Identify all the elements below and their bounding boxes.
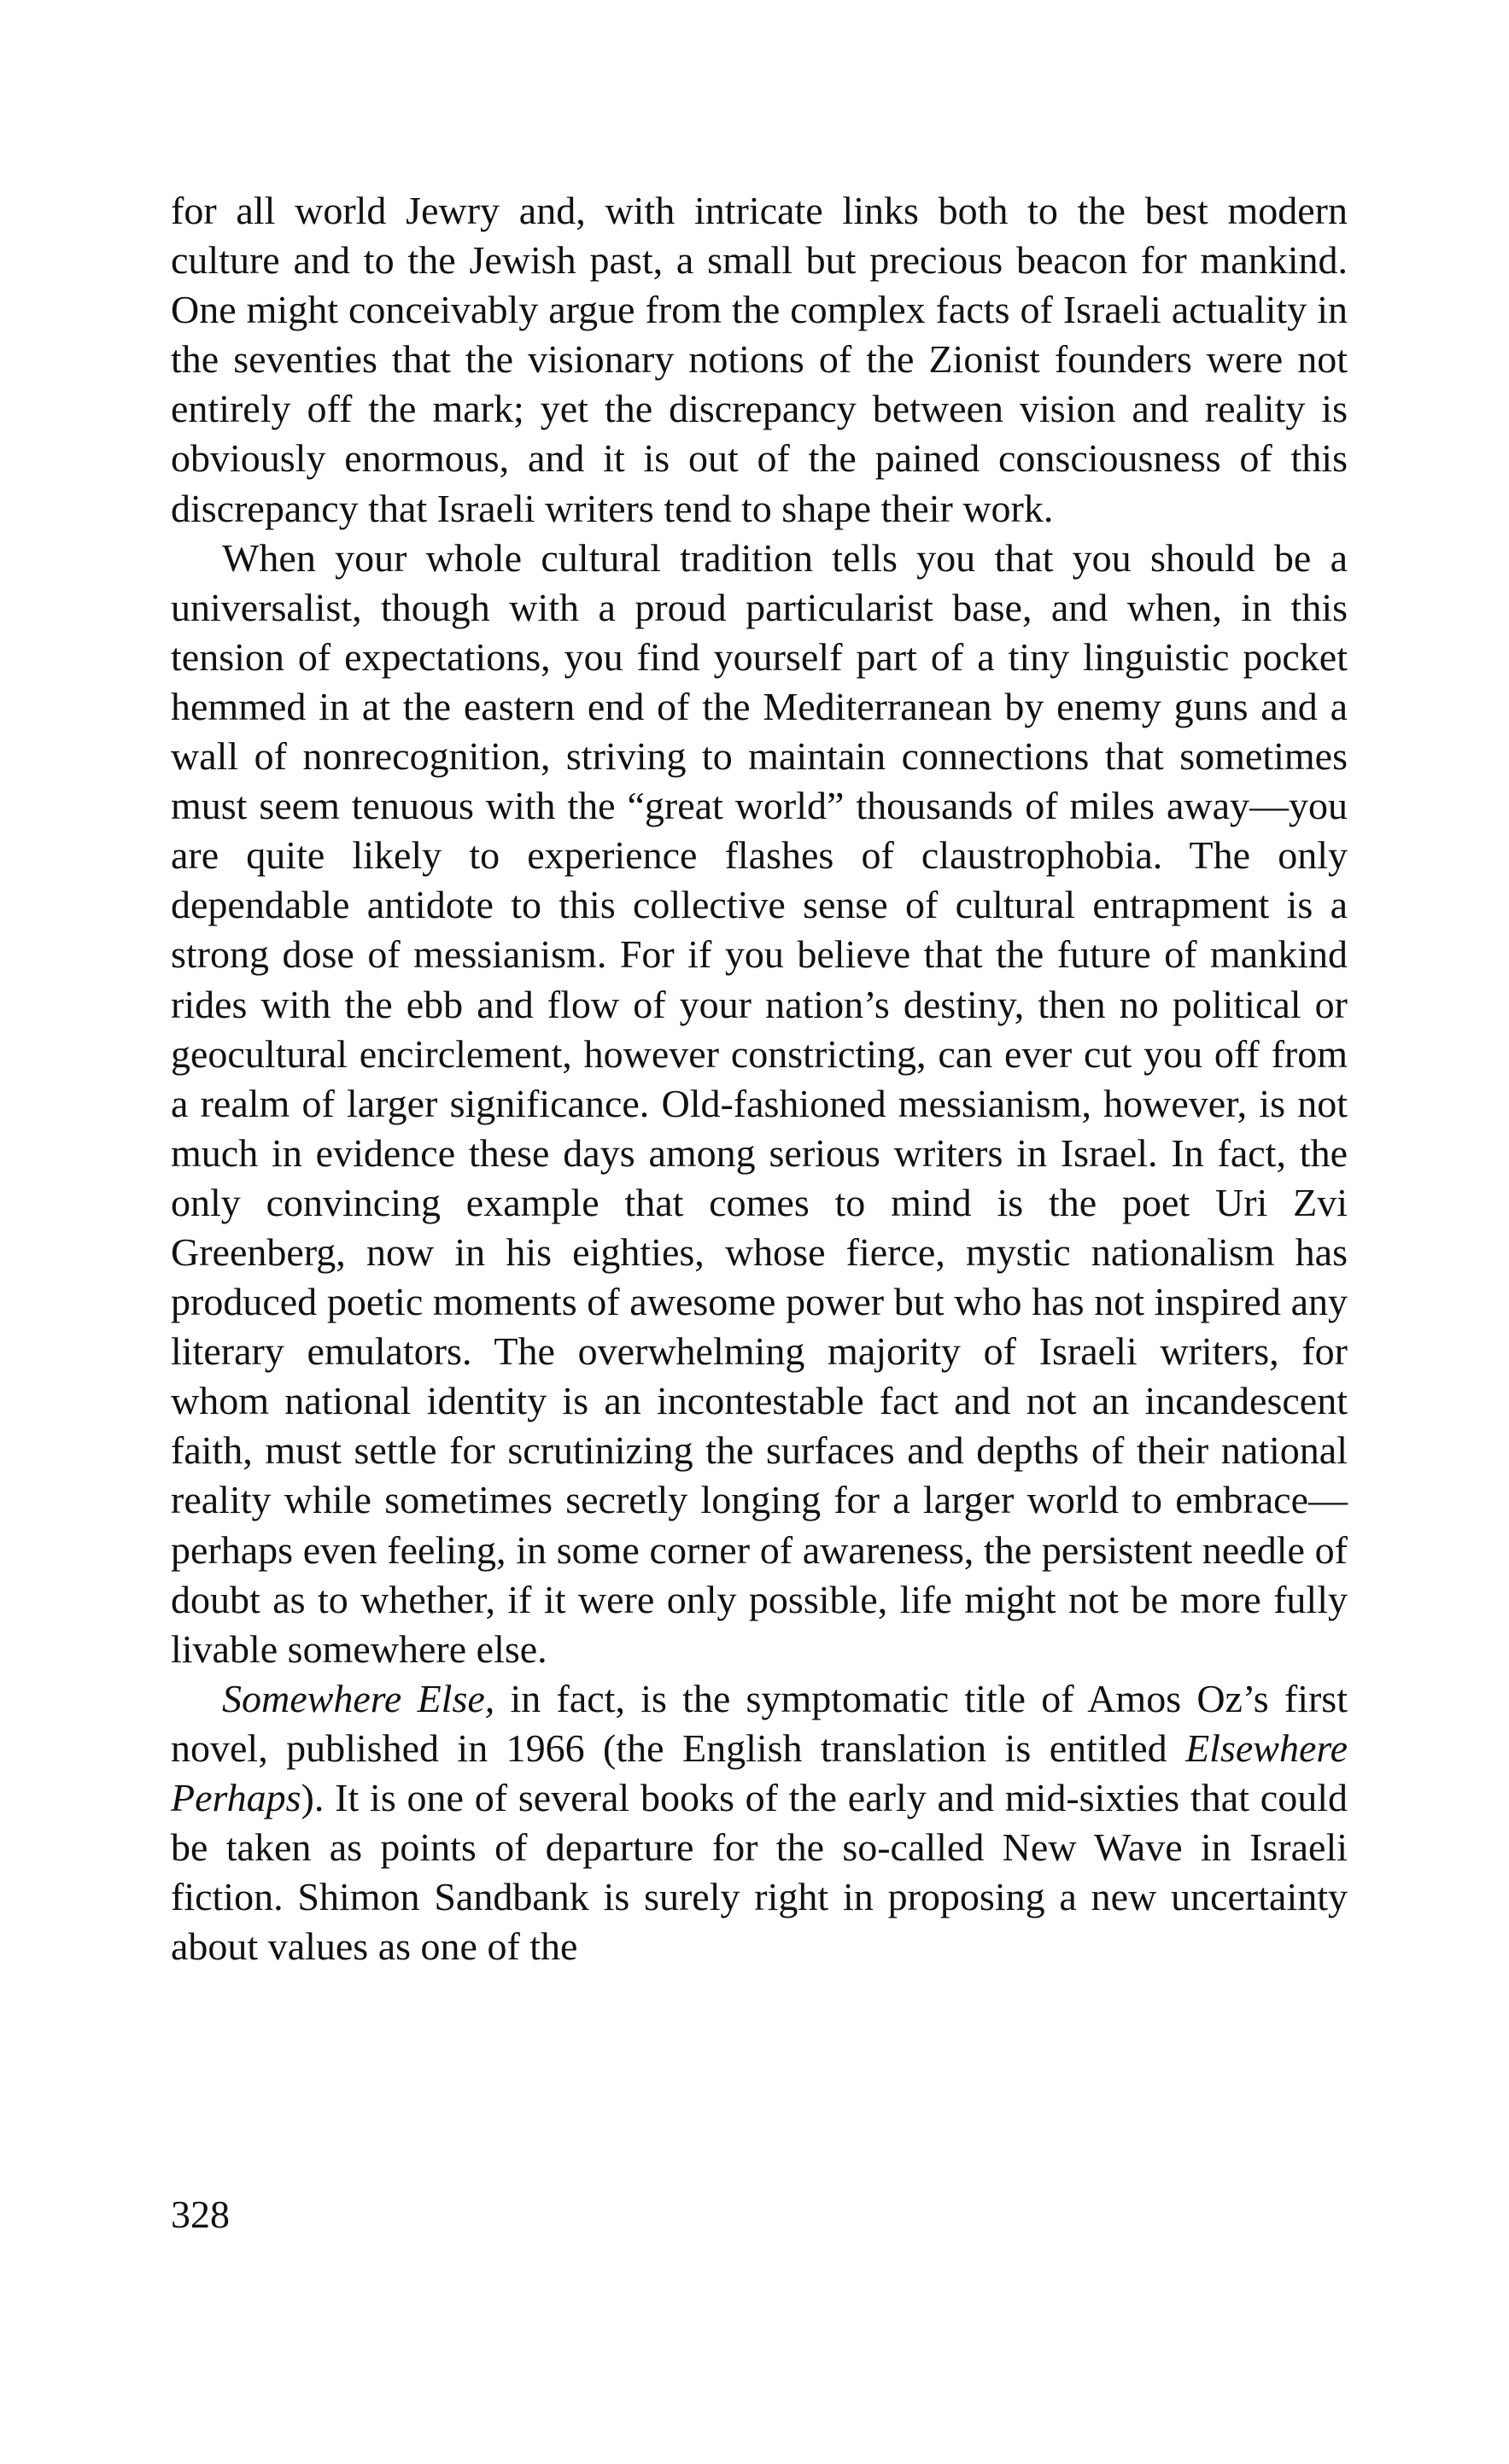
paragraph-text-part-1: in fact, is the symptomatic title of Amos Oz’s first novel, published in 1966 (the English translation is entitled: [171, 1676, 1348, 1770]
body-text: [171, 186, 1348, 1971]
italic-title-somewhere-else: Somewhere Else,: [222, 1676, 495, 1720]
paragraph-cultural-tradition: When your whole cultural tradition tells you that you should be a universalist, though with a proud particularist base, and when, in this tension of expectations, you find yourself part of a tiny linguistic pocket hemmed in at the eastern end of the Mediterranean by enemy guns and a wall of nonrecognition, striving to maintain connections that sometimes must seem tenuous with the “great world” thousands of miles away—you are quite likely to experience flashes of claustrophobia. The only dependable antidote to this collective sense of cultural entrapment is a strong dose of messianism. For if you believe that the future of mankind rides with the ebb and flow of your nation’s destiny, then no political or geocultural encirclement, however constricting, can ever cut you off from a realm of larger significance. Old-fashioned messianism, however, is not much in evidence these days among serious writers in Israel. In fact, the only convincing example that comes to mind is the poet Uri Zvi Greenberg, now in his eighties, whose fierce, mystic nationalism has produced poetic moments of awesome power but who has not inspired any literary emulators. The overwhelming majority of Israeli writers, for whom national identity is an incontestable fact and not an incandescent faith, must settle for scrutinizing the surfaces and depths of their national reality while sometimes secretly longing for a larger world to embrace—perhaps even feeling, in some corner of awareness, the persistent needle of doubt as to whether, if it were only possible, life might not be more fully livable somewhere else.: [171, 535, 1348, 1671]
paragraph-somewhere-else: [171, 1674, 1348, 1972]
italic-title-elsewhere-perhaps: Elsewhere Perhaps: [171, 1725, 1348, 1819]
paragraph-text-part-2: ). It is one of several books of the early and mid-sixties that could be taken as points of departure for the so-called New Wave in Israeli fiction. Shimon Sandbank is surely right in proposing a new uncertainty about values as one of the: [171, 1776, 1348, 1969]
paragraph-continuation: for all world Jewry and, with intricate links both to the best modern culture and to the Jewish past, a small but precious beacon for mankind. One might conceivably argue from the complex facts of Israeli actuality in the seventies that the visionary notions of the Zionist founders were not entirely off the mark; yet the discrepancy between vision and reality is obviously enormous, and it is out of the pained consciousness of this discrepancy that Israeli writers tend to shape their work.: [171, 189, 1348, 530]
page-number: 328: [171, 2192, 230, 2236]
